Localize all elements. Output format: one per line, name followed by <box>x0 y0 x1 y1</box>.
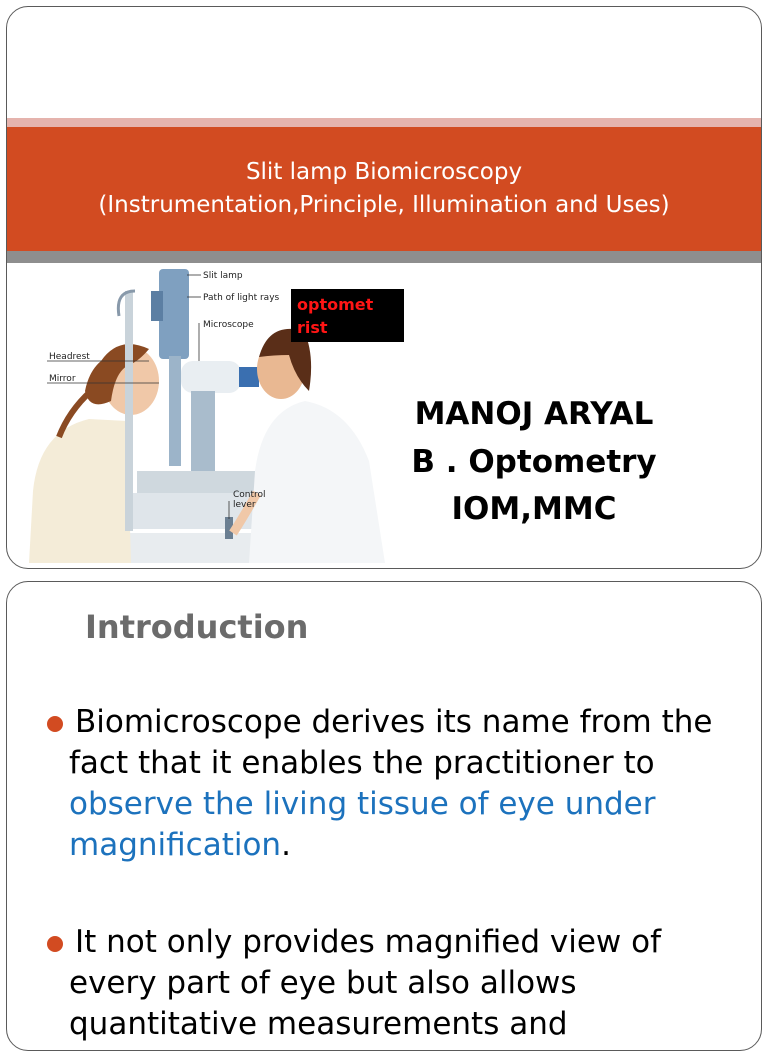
label-path-of-light: Path of light rays <box>203 293 280 303</box>
bullet1-end: . <box>281 827 291 863</box>
slide-title-line1: Slit lamp Biomicroscopy <box>245 159 523 185</box>
bullet1-highlight: observe the living tissue of eye under magnification <box>69 786 656 863</box>
author-name: MANOJ ARYAL <box>414 396 654 432</box>
optometrist-label-box <box>291 289 404 342</box>
optometrist-figure <box>233 329 385 563</box>
label-mirror: Mirror <box>49 374 76 384</box>
introduction-slide <box>6 581 762 1051</box>
label-microscope: Microscope <box>203 320 254 330</box>
label-headrest: Headrest <box>49 352 90 362</box>
bullet-dot-icon <box>47 716 63 732</box>
author-degree: B . Optometry <box>411 444 657 480</box>
bullet-item <box>47 702 747 866</box>
optometrist-label-line2: rist <box>297 318 328 337</box>
author-institution: IOM,MMC <box>451 491 617 527</box>
accent-strip-top <box>7 118 761 127</box>
bullet-text <box>47 702 747 866</box>
title-slide <box>6 6 762 569</box>
bullet1-text: Biomicroscope derives its name from the fact that it enables the practitioner to <box>69 704 713 781</box>
label-control: Control <box>233 490 266 500</box>
title-band <box>7 127 761 251</box>
slide-title-line2: (Instrumentation,Principle, Illumination and Uses) <box>98 192 670 218</box>
label-lever: lever <box>233 500 256 510</box>
bullet-dot-icon <box>47 936 63 952</box>
bullet2-text: It not only provides magnified view of every part of eye but also allows quantitative measurements and <box>69 924 662 1042</box>
bullet-item <box>47 922 747 1045</box>
optometrist-label-line1: optomet <box>297 295 374 314</box>
slide-heading: Introduction <box>85 608 309 646</box>
label-slit-lamp: Slit lamp <box>203 271 243 281</box>
